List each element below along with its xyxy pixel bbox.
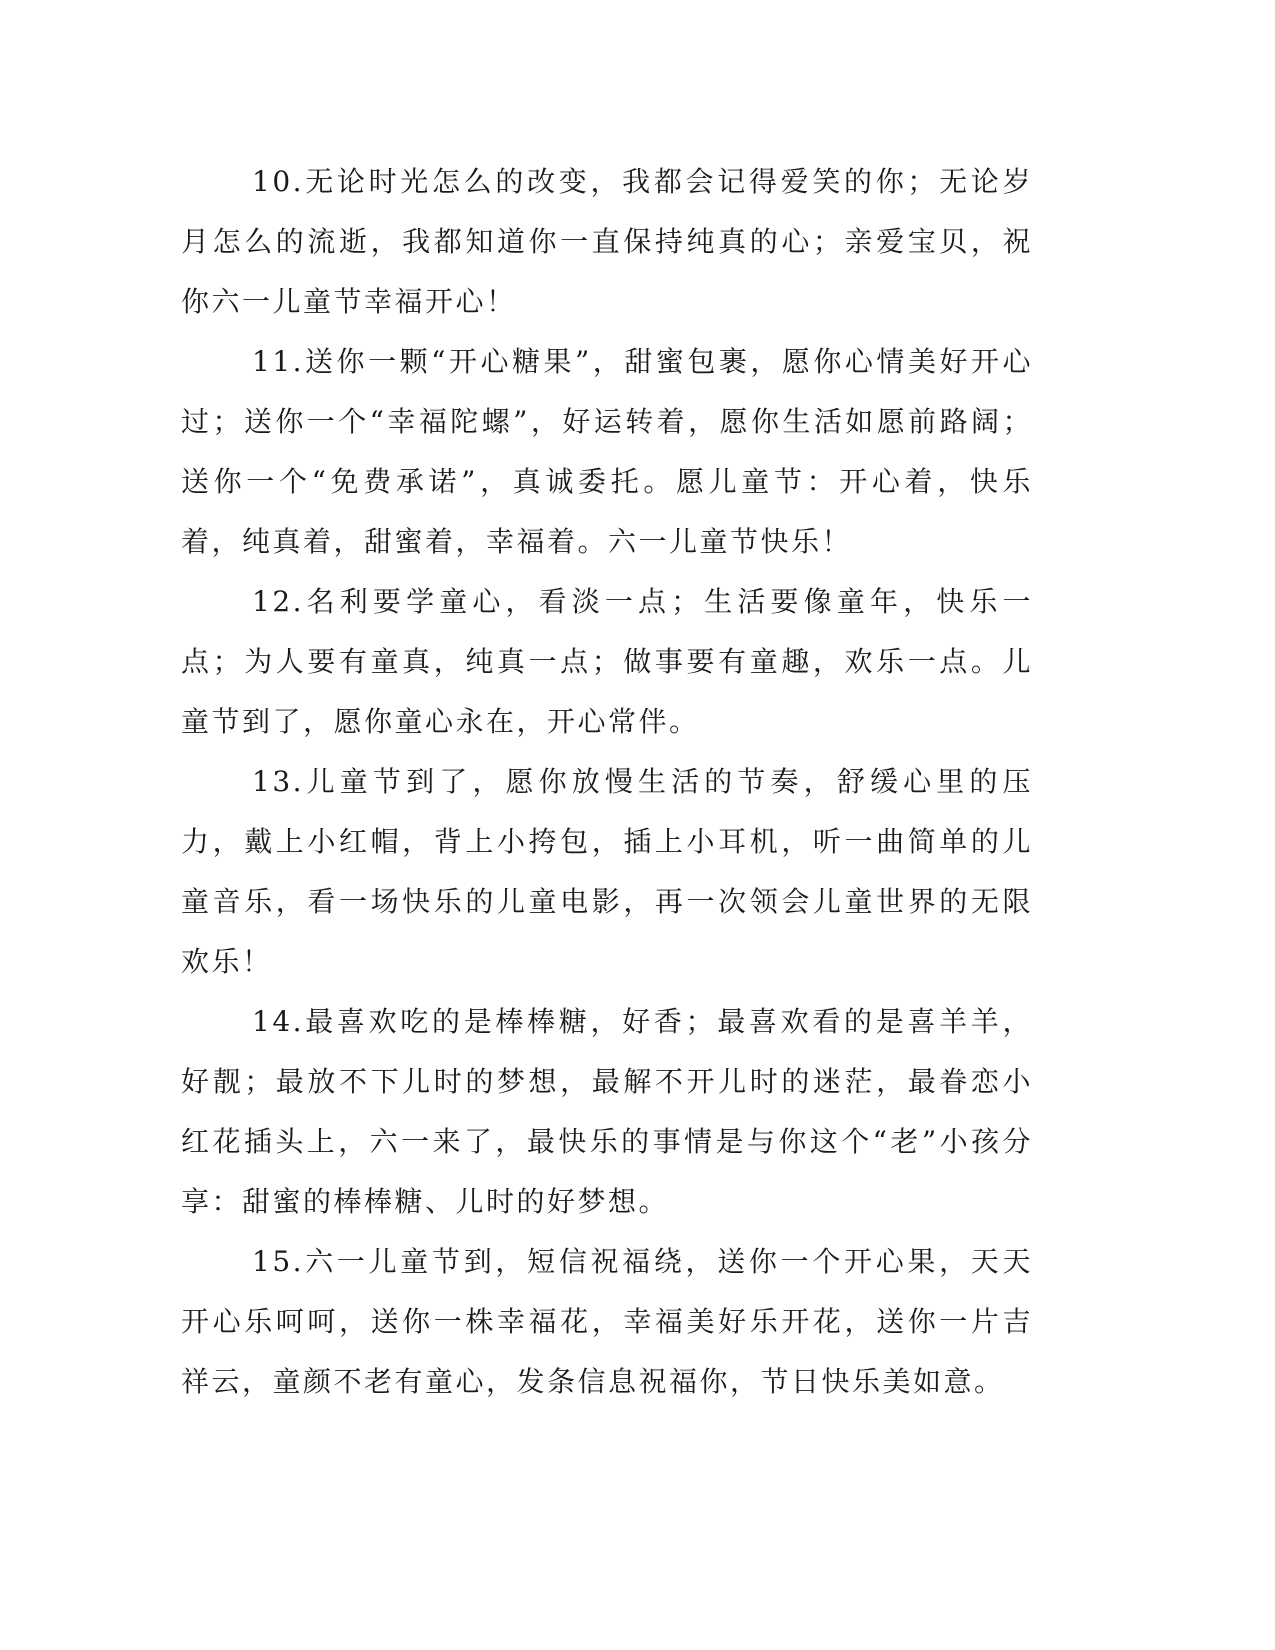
paragraph-15: 15.六一儿童节到，短信祝福绕，送你一个开心果，天天开心乐呵呵，送你一株幸福花，幸福美好乐开花，送你一片吉祥云，童颜不老有童心，发条信息祝福你，节日快乐美如意。 [181,1245,1033,1398]
paragraph-12: 12.名利要学童心，看淡一点；生活要像童年，快乐一点；为人要有童真，纯真一点；做事要有童趣，欢乐一点。儿童节到了，愿你童心永在，开心常伴。 [181,585,1033,738]
paragraph-11: 11.送你一颗“开心糖果”，甜蜜包裹，愿你心情美好开心过；送你一个“幸福陀螺”，好运转着，愿你生活如愿前路阔；送你一个“免费承诺”，真诚委托。愿儿童节：开心着，快乐着，纯真着，甜蜜着，幸福着。六一儿童节快乐！ [181,345,1033,558]
paragraph-10: 10.无论时光怎么的改变，我都会记得爱笑的你；无论岁月怎么的流逝，我都知道你一直保持纯真的心；亲爱宝贝，祝你六一儿童节幸福开心！ [181,165,1033,318]
document-body [181,152,1033,1412]
paragraph-14: 14.最喜欢吃的是棒棒糖，好香；最喜欢看的是喜羊羊，好靓；最放不下儿时的梦想，最解不开儿时的迷茫，最眷恋小红花插头上，六一来了，最快乐的事情是与你这个“老”小孩分享：甜蜜的棒棒糖、儿时的好梦想。 [181,1005,1033,1218]
paragraph-13: 13.儿童节到了，愿你放慢生活的节奏，舒缓心里的压力，戴上小红帽，背上小挎包，插上小耳机，听一曲简单的儿童音乐，看一场快乐的儿童电影，再一次领会儿童世界的无限欢乐！ [181,765,1033,978]
